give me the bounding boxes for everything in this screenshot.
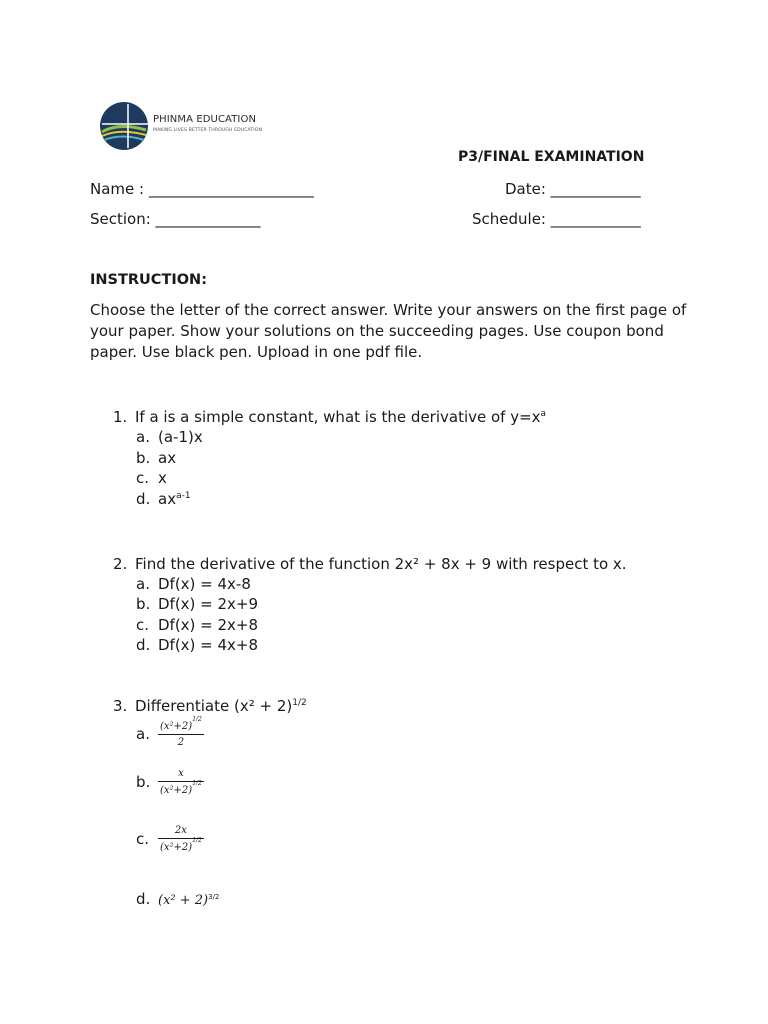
option-expression: (x² + 2)	[158, 893, 209, 908]
phinma-logo	[98, 100, 268, 152]
option-letter: b.	[136, 772, 151, 791]
question-2	[113, 555, 627, 573]
q1-option-a[interactable]	[136, 428, 203, 446]
fraction-exponent: 1/2	[192, 716, 202, 723]
option-letter: a.	[136, 428, 150, 446]
logo-tagline: MAKING LIVES BETTER THROUGH EDUCATION	[153, 128, 263, 133]
option-fraction	[158, 768, 204, 796]
fraction-denominator: (x²+2)	[160, 842, 193, 853]
question-number: 1.	[113, 408, 128, 426]
instruction-heading: INSTRUCTION:	[90, 272, 207, 288]
date-field[interactable]: Date: ____________	[505, 180, 641, 198]
question-3	[113, 697, 307, 715]
option-text: Df(x) = 4x-8	[158, 575, 251, 593]
option-letter: c.	[136, 829, 150, 848]
name-field[interactable]: Name : ______________________	[90, 180, 314, 198]
phinma-globe-icon	[98, 100, 150, 152]
option-fraction	[158, 825, 204, 853]
option-text: Df(x) = 4x+8	[158, 636, 259, 654]
question-1	[113, 408, 546, 426]
option-exponent: 3/2	[208, 893, 220, 901]
q3-option-a[interactable]	[136, 716, 204, 748]
option-text: ax	[158, 490, 177, 508]
q2-option-c[interactable]	[136, 616, 258, 634]
option-letter: c.	[136, 469, 150, 487]
option-text: (a-1)x	[158, 428, 203, 446]
fraction-exponent: 1/2	[192, 780, 202, 787]
option-letter: d.	[136, 490, 151, 508]
q3-option-d[interactable]	[136, 890, 219, 908]
q2-option-d[interactable]	[136, 636, 258, 654]
option-letter: c.	[136, 616, 150, 634]
q1-option-d[interactable]	[136, 490, 191, 508]
option-letter: a.	[136, 724, 150, 743]
section-field[interactable]: Section: ______________	[90, 210, 261, 228]
q1-option-c[interactable]	[136, 469, 167, 487]
option-fraction	[158, 716, 204, 748]
q2-option-b[interactable]	[136, 595, 258, 613]
logo-name: PHINMA EDUCATION	[153, 114, 257, 125]
fraction-numerator: x	[178, 768, 184, 779]
option-letter: b.	[136, 595, 151, 613]
option-letter: d.	[136, 636, 151, 654]
question-text: Differentiate (x² + 2)	[135, 697, 293, 715]
option-letter: a.	[136, 575, 150, 593]
fraction-exponent: 1/2	[192, 837, 202, 844]
option-letter: d.	[136, 890, 151, 908]
q3-option-b[interactable]	[136, 768, 204, 796]
question-number: 3.	[113, 697, 128, 715]
fraction-denominator: (x²+2)	[160, 785, 193, 796]
option-text: x	[158, 469, 167, 487]
option-text: Df(x) = 2x+8	[158, 616, 259, 634]
question-exponent: 1/2	[292, 698, 307, 708]
option-text: ax	[158, 449, 177, 467]
fraction-denominator: 2	[158, 734, 204, 748]
fraction-numerator: (x²+2)	[160, 721, 193, 732]
option-exponent: a-1	[176, 491, 191, 501]
question-number: 2.	[113, 555, 128, 573]
option-text: Df(x) = 2x+9	[158, 595, 259, 613]
q3-option-c[interactable]	[136, 825, 204, 853]
question-exponent: a	[540, 409, 547, 419]
fraction-numerator: 2x	[174, 825, 187, 836]
question-text: If a is a simple constant, what is the derivative of y=x	[135, 408, 541, 426]
question-text: Find the derivative of the function 2x² + 8x + 9 with respect to x.	[135, 555, 627, 573]
exam-title: P3/FINAL EXAMINATION	[458, 149, 645, 165]
instruction-text: Choose the letter of the correct answer. Write your answers on the first page of your paper. Show your solutions on the succeeding pages. Use coupon bond paper. Use black pen. Upload in one pdf file.	[90, 301, 687, 361]
schedule-field[interactable]: Schedule: ____________	[472, 210, 641, 228]
option-letter: b.	[136, 449, 151, 467]
q2-option-a[interactable]	[136, 575, 251, 593]
q1-option-b[interactable]	[136, 449, 176, 467]
